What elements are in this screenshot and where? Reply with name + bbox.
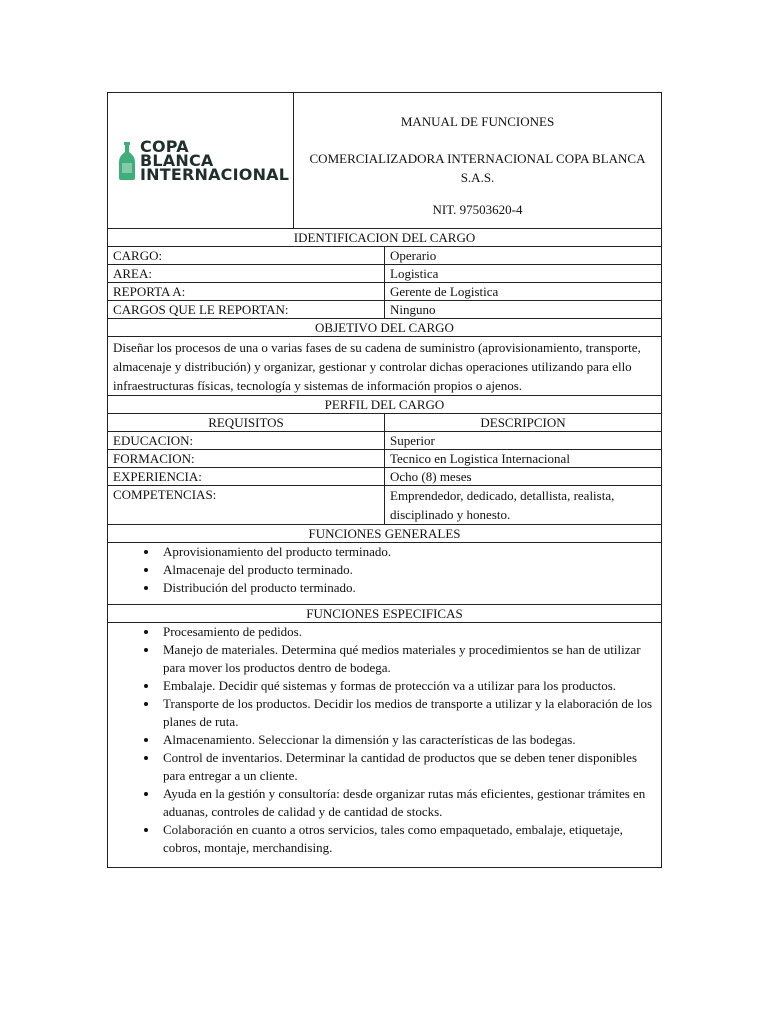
list-item: • Ayuda en la gestión y consultoría: desde organizar rutas más eficientes, gestionar trámites en aduanas, controles de calidad y de cantidad de stocks. xyxy=(159,785,656,821)
field-value: Operario xyxy=(385,247,662,265)
list-item: • Aprovisionamiento del producto terminado. xyxy=(159,543,656,561)
field-label: AREA: xyxy=(108,265,385,283)
list-item: • Embalaje. Decidir qué sistemas y formas de protección va a utilizar para los productos. xyxy=(159,677,656,695)
list-item: • Distribución del producto terminado. xyxy=(159,579,656,597)
section-title-funciones-especificas: FUNCIONES ESPECIFICAS xyxy=(108,605,662,623)
table-row xyxy=(108,468,662,486)
general-functions-list xyxy=(113,543,656,604)
logo-line: BLANCA xyxy=(140,150,214,170)
list-item: • Control de inventarios. Determinar la cantidad de productos que se deben tener disponibles para entregar a un cliente. xyxy=(159,749,656,785)
table-row xyxy=(108,486,662,525)
job-manual-table xyxy=(107,92,662,868)
field-label: CARGO: xyxy=(108,247,385,265)
table-row xyxy=(108,247,662,265)
field-label: COMPETENCIAS: xyxy=(108,486,385,525)
objective-text: Diseñar los procesos de una o varias fases de su cadena de suministro (aprovisionamiento, transporte, almacenaje y distribución) y organizar, gestionar y controlar dichas operaciones utilizando para ello infraestructuras físicas, tecnología y sistemas de información propios o ajenos. xyxy=(108,337,662,396)
list-item: • Transporte de los productos. Decidir los medios de transporte a utilizar y la elaboración de los planes de ruta. xyxy=(159,695,656,731)
field-label: EXPERIENCIA: xyxy=(108,468,385,486)
list-item: • Manejo de materiales. Determina qué medios materiales y procedimientos se han de utilizar para mover los productos dentro de bodega. xyxy=(159,641,656,677)
field-value: Ocho (8) meses xyxy=(385,468,662,486)
table-row xyxy=(108,301,662,319)
profile-column-headers xyxy=(108,414,662,432)
section-title-identificacion: IDENTIFICACION DEL CARGO xyxy=(108,229,662,247)
field-label: CARGOS QUE LE REPORTAN: xyxy=(108,301,385,319)
field-value: Superior xyxy=(385,432,662,450)
column-header-requisitos: REQUISITOS xyxy=(108,414,385,432)
title-cell xyxy=(294,93,662,229)
section-title-perfil: PERFIL DEL CARGO xyxy=(108,396,662,414)
list-item: • Procesamiento de pedidos. xyxy=(159,623,656,641)
field-value: Logistica xyxy=(385,265,662,283)
section-title-objetivo: OBJETIVO DEL CARGO xyxy=(108,319,662,337)
document-title: MANUAL DE FUNCIONES xyxy=(400,114,555,129)
specific-functions-list xyxy=(113,623,656,867)
header-row xyxy=(108,93,662,229)
section-title-funciones-generales: FUNCIONES GENERALES xyxy=(108,525,662,543)
column-header-descripcion: DESCRIPCION xyxy=(385,414,662,432)
field-value: Emprendedor, dedicado, detallista, realista, disciplinado y honesto. xyxy=(385,486,662,525)
field-label: REPORTA A: xyxy=(108,283,385,301)
logo-line: COPA xyxy=(140,136,189,156)
table-row xyxy=(108,283,662,301)
field-label: FORMACION: xyxy=(108,450,385,468)
list-item: • Colaboración en cuanto a otros servicios, tales como empaquetado, embalaje, etiquetaje, cobros, montaje, merchandising. xyxy=(159,821,656,857)
logo-line: INTERNACIONAL xyxy=(140,164,290,184)
logo-cell xyxy=(108,93,294,229)
field-value: Tecnico en Logistica Internacional xyxy=(385,450,662,468)
table-row xyxy=(108,432,662,450)
general-functions-cell xyxy=(108,543,662,605)
field-value: Gerente de Logistica xyxy=(385,283,662,301)
specific-functions-cell xyxy=(108,623,662,868)
field-label: EDUCACION: xyxy=(108,432,385,450)
table-row xyxy=(108,265,662,283)
company-logo xyxy=(108,136,293,184)
logo-wordmark xyxy=(140,136,290,184)
list-item: • Almacenamiento. Seleccionar la dimensión y las características de las bodegas. xyxy=(159,731,656,749)
company-nit: NIT. 97503620-4 xyxy=(432,202,523,217)
company-name: COMERCIALIZADORA INTERNACIONAL COPA BLANCA S.A.S. xyxy=(309,151,646,185)
bottle-icon xyxy=(118,142,136,180)
table-row xyxy=(108,450,662,468)
job-manual-document xyxy=(107,92,661,868)
list-item: • Almacenaje del producto terminado. xyxy=(159,561,656,579)
field-value: Ninguno xyxy=(385,301,662,319)
